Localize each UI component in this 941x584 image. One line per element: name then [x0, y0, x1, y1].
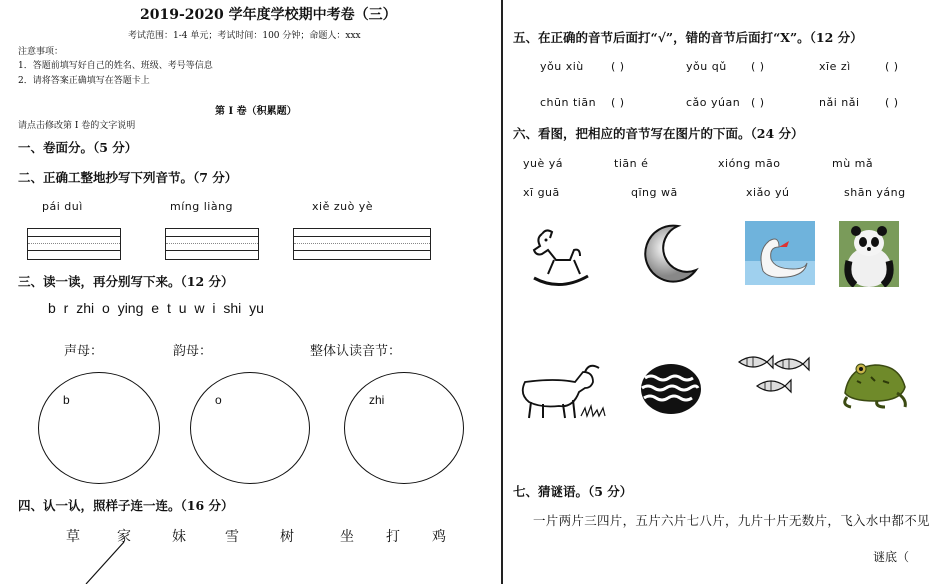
q4-word-6: 坐: [340, 529, 354, 545]
q5-paren-1[interactable]: ( ): [611, 60, 625, 73]
notice-item-1: 1．答题前填写好自己的姓名、班级、考号等信息: [18, 61, 213, 71]
q5-item-5: cǎo yúan: [686, 96, 741, 109]
part1-title: 第 I 卷（积累题）: [215, 106, 297, 117]
right-page: [503, 0, 941, 584]
label-whole-syllables: 整体认读音节：: [310, 344, 402, 359]
q4-word-8: 鸡: [432, 529, 446, 545]
q2-pinyin-3: xiě zuò yè: [312, 200, 374, 213]
question-2-heading: 二、正确工整地抄写下列音节。（7 分）: [18, 170, 238, 185]
q5-paren-6[interactable]: ( ): [885, 96, 899, 109]
circle-label-finals: o: [215, 393, 222, 407]
circle-label-whole: zhi: [369, 393, 385, 407]
question-5-heading: 五、在正确的音节后面打“√”，错的音节后面打“X”。（12 分）: [513, 30, 863, 45]
label-initials: 声母：: [64, 344, 104, 359]
answer-circle-whole[interactable]: [344, 372, 464, 484]
q4-word-7: 打: [386, 529, 400, 545]
goat-image: [515, 362, 607, 420]
q6-syllable-8: shān yáng: [844, 186, 906, 199]
q2-pinyin-2: míng liàng: [170, 200, 234, 213]
q6-syllable-2: tiān é: [614, 157, 649, 170]
notice-heading: 注意事项：: [18, 47, 64, 57]
exam-title: 2019-2020 学年度学校期中考卷（三）: [140, 7, 397, 23]
crescent-moon-image: [638, 222, 700, 284]
writing-grid-2[interactable]: [165, 228, 259, 260]
q7-answer-label[interactable]: 谜底（: [873, 550, 910, 564]
q5-item-1: yǒu xiù: [540, 60, 584, 73]
question-1-heading: 一、卷面分。（5 分）: [18, 140, 138, 155]
answer-circle-initials[interactable]: [38, 372, 160, 484]
rocking-horse-image: [528, 224, 592, 288]
q6-syllable-5: xī guā: [523, 186, 560, 199]
q5-paren-5[interactable]: ( ): [751, 96, 765, 109]
example-connect-line: [80, 540, 130, 584]
q5-paren-3[interactable]: ( ): [885, 60, 899, 73]
question-7-heading: 七、猜谜语。（5 分）: [513, 484, 633, 499]
watermelon-image: [639, 362, 703, 416]
q5-item-2: yǒu qǔ: [686, 60, 727, 73]
q7-riddle: 一片两片三四片，五片六片七八片，九片十片无数片，飞入水中都不见: [533, 513, 930, 528]
q4-word-1: 草: [66, 529, 80, 545]
question-4-heading: 四、认一认，照样子连一连。（16 分）: [18, 498, 234, 513]
q5-item-4: chūn tiān: [540, 96, 597, 109]
q6-syllable-3: xióng māo: [718, 157, 781, 170]
q6-syllable-6: qīng wā: [631, 186, 678, 199]
fish-image: [735, 352, 815, 402]
q4-word-5: 树: [280, 529, 294, 545]
q5-paren-2[interactable]: ( ): [751, 60, 765, 73]
question-6-heading: 六、看图，把相应的音节写在图片的下面。（24 分）: [513, 126, 804, 141]
circle-label-initials: b: [63, 393, 70, 407]
q5-item-6: nǎi nǎi: [819, 96, 860, 109]
writing-grid-1[interactable]: [27, 228, 121, 260]
question-3-heading: 三、读一读，再分别写下来。（12 分）: [18, 274, 234, 289]
q6-syllable-7: xiǎo yú: [746, 186, 790, 199]
q6-syllable-4: mù mǎ: [832, 157, 874, 170]
q4-word-3: 妹: [172, 529, 186, 545]
q3-letters: b r zhi o ying e t u w i shi yu: [48, 300, 264, 316]
q5-paren-4[interactable]: ( ): [611, 96, 625, 109]
notice-item-2: 2．请将答案正确填写在答题卡上: [18, 76, 150, 86]
q6-syllable-1: yuè yá: [523, 157, 563, 170]
q4-word-2: 家: [117, 529, 131, 545]
frog-image: [837, 357, 909, 409]
exam-info: 考试范围：1-4 单元；考试时间：100 分钟；命题人：xxx: [128, 31, 361, 41]
q2-pinyin-1: pái duì: [42, 200, 83, 213]
label-finals: 韵母：: [173, 344, 213, 359]
panda-image: [839, 221, 899, 287]
q5-item-3: xīe zì: [819, 60, 851, 73]
q4-word-4: 雪: [225, 529, 239, 545]
swan-image: [745, 221, 815, 285]
writing-grid-3[interactable]: [293, 228, 431, 260]
answer-circle-finals[interactable]: [190, 372, 310, 484]
part1-hint: 请点击修改第 I 卷的文字说明: [18, 121, 136, 131]
